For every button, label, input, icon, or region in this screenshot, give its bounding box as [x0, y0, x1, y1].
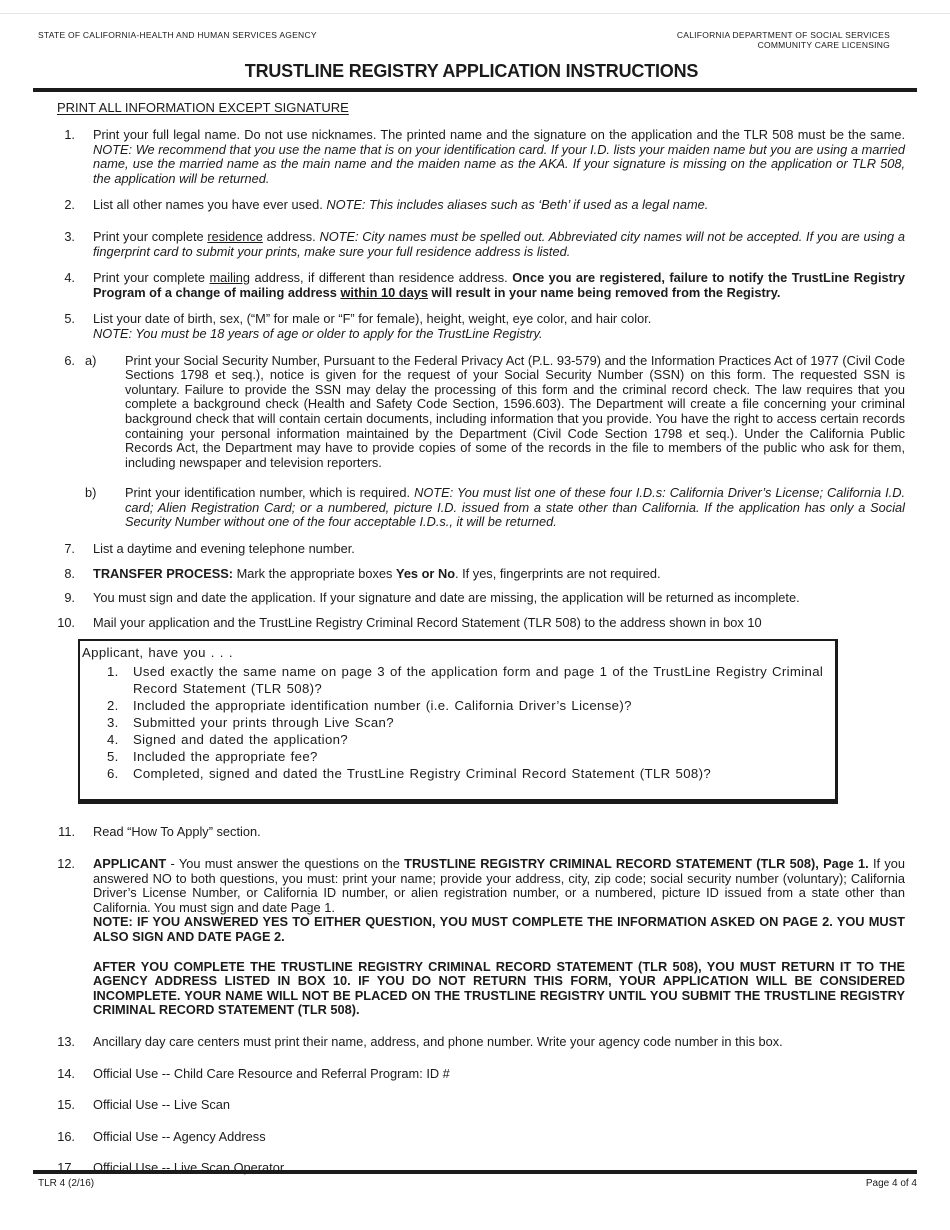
- instruction-item-2: [38, 198, 905, 213]
- text-segment: Print your complete: [93, 270, 210, 286]
- text-segment: If you answered NO to both questions, you must: print your name; provide your address, city, zip code; social security number (voluntary); California Driver’s License Number, or California ID number, or alien registration number, or a numbered, picture ID issued from a state other than California. You must sign and date Page 1.: [93, 856, 905, 915]
- bold-paragraph: AFTER YOU COMPLETE THE TRUSTLINE REGISTRY CRIMINAL RECORD STATEMENT (TLR 508), YOU MUST RETURN IT TO THE AGENCY ADDRESS LISTED IN BOX 10. IF YOU DO NOT RETURN THIS FORM, YOUR APPLICATION WILL BE CONSIDERED INCOMPLETE. YOUR NAME WILL NOT BE PLACED ON THE TRUSTLINE REGISTRY UNTIL YOU SUBMIT THE TRUSTLINE REGISTRY CRIMINAL RECORD STATEMENT (TLR 508).: [93, 958, 905, 1018]
- item-number: 10.: [57, 614, 75, 630]
- item-text: [93, 857, 905, 1018]
- page-title: TRUSTLINE REGISTRY APPLICATION INSTRUCTIONS: [244, 61, 699, 81]
- sub-item-text: [125, 486, 905, 530]
- checklist-text: Included the appropriate fee?: [133, 749, 318, 765]
- item-number: 13.: [57, 1033, 75, 1049]
- item-number: 7.: [64, 541, 75, 557]
- item-number: 3.: [64, 228, 75, 244]
- item-text: [93, 230, 905, 259]
- checklist-number: 5.: [107, 749, 119, 765]
- checklist-item: [82, 731, 827, 748]
- checklist-text: Used exactly the same name on page 3 of the application form and page 1 of the TrustLine Registry Criminal Record Statement (TLR 508)?: [133, 664, 824, 697]
- bold-underlined-segment: within 10 days: [340, 284, 428, 300]
- bold-segment: APPLICANT: [93, 856, 167, 872]
- item-number: 11.: [58, 824, 75, 840]
- text-segment: address, if different than residence address.: [250, 270, 513, 286]
- item-text: Official Use -- Live Scan Operator: [93, 1160, 285, 1176]
- agency-name: STATE OF CALIFORNIA-HEALTH AND HUMAN SERVICES AGENCY: [38, 30, 317, 40]
- checklist-number: 2.: [107, 698, 119, 714]
- bold-segment: will result in your name being removed from the Registry.: [427, 284, 781, 300]
- footer-row: [33, 1178, 917, 1189]
- instruction-item-15: [38, 1098, 905, 1113]
- instruction-item-5: [38, 312, 905, 341]
- instruction-item-7: [38, 542, 905, 557]
- item-text: [93, 128, 905, 186]
- checklist-text: Completed, signed and dated the TrustLine Registry Criminal Record Statement (TLR 508)?: [133, 766, 712, 782]
- item-text: Mail your application and the TrustLine Registry Criminal Record Statement (TLR 508) to the address shown in box 10: [93, 614, 762, 630]
- note-segment: NOTE: This includes aliases such as ‘Beth’ if used as a legal name.: [326, 197, 709, 213]
- sub-item-letter: a): [85, 352, 97, 368]
- text-segment: Mark the appropriate boxes: [233, 565, 396, 581]
- page-number: Page 4 of 4: [865, 1178, 917, 1189]
- subheading: [57, 100, 905, 115]
- item-text: [93, 567, 905, 582]
- instruction-item-1: [38, 128, 905, 186]
- note-segment: NOTE: You must list one of these four I.D.s: California Driver’s License; California I.D. card; Alien Registration Card; or a numbered, picture I.D. issued from a state other than California. If the application has only a Social Security Number without one of the four acceptable I.D.s., it will be returned.: [125, 485, 906, 530]
- item-text: Ancillary day care centers must print their name, address, and phone number. Write your agency code number in this box.: [93, 1033, 783, 1049]
- department-line2: COMMUNITY CARE LICENSING: [757, 40, 890, 50]
- checklist-item: [82, 663, 827, 697]
- item-number: 17.: [57, 1160, 75, 1176]
- checklist-text: Submitted your prints through Live Scan?: [133, 715, 394, 731]
- item-text: [93, 198, 905, 213]
- instruction-item-8: [38, 567, 905, 582]
- sub-item-text: Print your Social Security Number, Pursuant to the Federal Privacy Act (P.L. 93-579) and the Information Practices Act of 1977 (Civil Code Sections 1798 et seq.), notice is given for the request of your Social Security Number (SSN) on this form. The requested SSN is voluntary. Failure to provide the SSN may delay the processing of this form and the criminal record check. The law requires that you complete a background check (Health and Safety Code Section, 1596.603). The Department will create a file concerning your criminal background check that will contain certain documents, including information that you provide. You have the right to access certain records containing your personal information maintained by the Department (Civil Code Section 1798 et seq.). Under the California Public Records Act, the Department may have to provide copies of some of the records in the file to members of the public who ask for them, including newspaper and television reporters.: [125, 352, 905, 470]
- item-number: 4.: [64, 270, 75, 286]
- item-text: [93, 312, 905, 341]
- instruction-item-9: [38, 591, 905, 606]
- item-text: [93, 271, 905, 300]
- item-number: 1.: [64, 127, 75, 142]
- instruction-item-3: [38, 230, 905, 259]
- note-segment: NOTE: You must be 18 years of age or older to apply for the TrustLine Registry.: [93, 325, 543, 341]
- bold-segment: Once you are registered, failure to notify the TrustLine Registry Program of a change of mailing address: [93, 270, 905, 300]
- department-line1: CALIFORNIA DEPARTMENT OF SOCIAL SERVICES: [676, 30, 890, 40]
- instruction-item-16: [38, 1130, 905, 1145]
- item-number: 15.: [57, 1097, 75, 1113]
- bold-segment: Yes or No: [395, 565, 456, 581]
- checklist-number: 6.: [107, 766, 119, 782]
- note-segment: NOTE: IF YOU ANSWERED YES TO EITHER QUESTION, YOU MUST COMPLETE THE INFORMATION ASKED ON PAGE 2. YOU MUST ALSO SIGN AND DATE PAGE 2.: [93, 914, 905, 944]
- checklist-item: [82, 765, 827, 782]
- instruction-item-6: [38, 354, 905, 531]
- text-segment: . If yes, fingerprints are not required.: [455, 565, 661, 581]
- item-text: You must sign and date the application. If your signature and date are missing, the application will be returned as incomplete.: [93, 590, 800, 606]
- instruction-item-13: [38, 1035, 905, 1050]
- instruction-item-12: [38, 857, 905, 1018]
- sub-item-letter: b): [85, 485, 97, 501]
- item-number: 8.: [64, 565, 75, 581]
- text-segment: address.: [262, 228, 320, 244]
- checklist-item: [82, 697, 827, 714]
- instruction-item-11: [38, 825, 905, 840]
- sub-item-b: [85, 485, 906, 530]
- checklist-number: 4.: [107, 732, 119, 748]
- bold-segment: TRANSFER PROCESS:: [93, 565, 234, 581]
- instruction-item-14: [38, 1067, 905, 1082]
- footer-rule: [33, 1170, 917, 1174]
- applicant-checklist-box: [78, 639, 838, 804]
- item-number: 6.: [64, 352, 75, 368]
- note-segment: NOTE: We recommend that you use the name that is on your identification card. If your I.D. lists your maiden name but you are using a married name, use the married name as the main name and the maiden name as the AKA. If your signature is missing on the application or TLR 508, the application will be returned.: [93, 141, 905, 186]
- text-segment: - You must answer the questions on the: [166, 856, 405, 872]
- item-number: 12.: [57, 856, 75, 872]
- text-segment: List your date of birth, sex, (“M” for male or “F” for female), height, weight, eye color, and hair color.: [93, 311, 652, 327]
- item-number: 5.: [64, 311, 75, 327]
- note-segment: NOTE: City names must be spelled out. Abbreviated city names will not be accepted. If you are using a fingerprint card to submit your prints, make sure your full residence address is listed.: [93, 228, 905, 259]
- bold-segment: TRUSTLINE REGISTRY CRIMINAL RECORD STATEMENT (TLR 508), Page 1.: [404, 856, 869, 872]
- checklist-number: 1.: [107, 664, 119, 680]
- item-text: Official Use -- Agency Address: [93, 1128, 266, 1144]
- item-text: [85, 352, 906, 531]
- page-footer: [33, 1170, 917, 1189]
- department-block: [677, 30, 905, 50]
- scan-artifact-line: [0, 13, 950, 14]
- item-number: 9.: [64, 590, 75, 606]
- subheading-text: PRINT ALL INFORMATION EXCEPT SIGNATURE: [57, 100, 349, 115]
- checklist-text: Signed and dated the application?: [133, 732, 348, 748]
- text-segment: Print your complete: [93, 228, 208, 244]
- item-number: 16.: [57, 1128, 75, 1144]
- item-text: Official Use -- Live Scan: [93, 1097, 231, 1113]
- checklist-intro: Applicant, have you . . .: [82, 645, 233, 661]
- checklist-number: 3.: [107, 715, 119, 731]
- item-text: Read “How To Apply” section.: [93, 824, 261, 840]
- instruction-list: [38, 128, 905, 1176]
- checklist-item: [82, 714, 827, 731]
- underlined-segment: residence: [207, 228, 263, 244]
- sub-item-a: [85, 352, 905, 471]
- item-number: 2.: [64, 197, 75, 213]
- title-rule: [33, 88, 917, 92]
- underlined-segment: mailing: [209, 270, 251, 286]
- text-segment: Print your full legal name. Do not use nicknames. The printed name and the signature on the application and the TLR 508 must be the same.: [93, 127, 905, 142]
- checklist-item: [82, 748, 827, 765]
- text-segment: List all other names you have ever used.: [93, 197, 327, 213]
- item-text: Official Use -- Child Care Resource and Referral Program: ID #: [93, 1065, 450, 1081]
- instruction-item-4: [38, 271, 905, 300]
- letterhead: [38, 30, 905, 50]
- item-text: List a daytime and evening telephone number.: [93, 541, 355, 557]
- item-number: 14.: [57, 1065, 75, 1081]
- form-number: TLR 4 (2/16): [38, 1178, 95, 1189]
- instruction-item-10: [38, 616, 905, 631]
- text-segment: Print your identification number, which is required.: [125, 485, 415, 501]
- checklist-text: Included the appropriate identification number (i.e. California Driver’s License)?: [133, 698, 632, 714]
